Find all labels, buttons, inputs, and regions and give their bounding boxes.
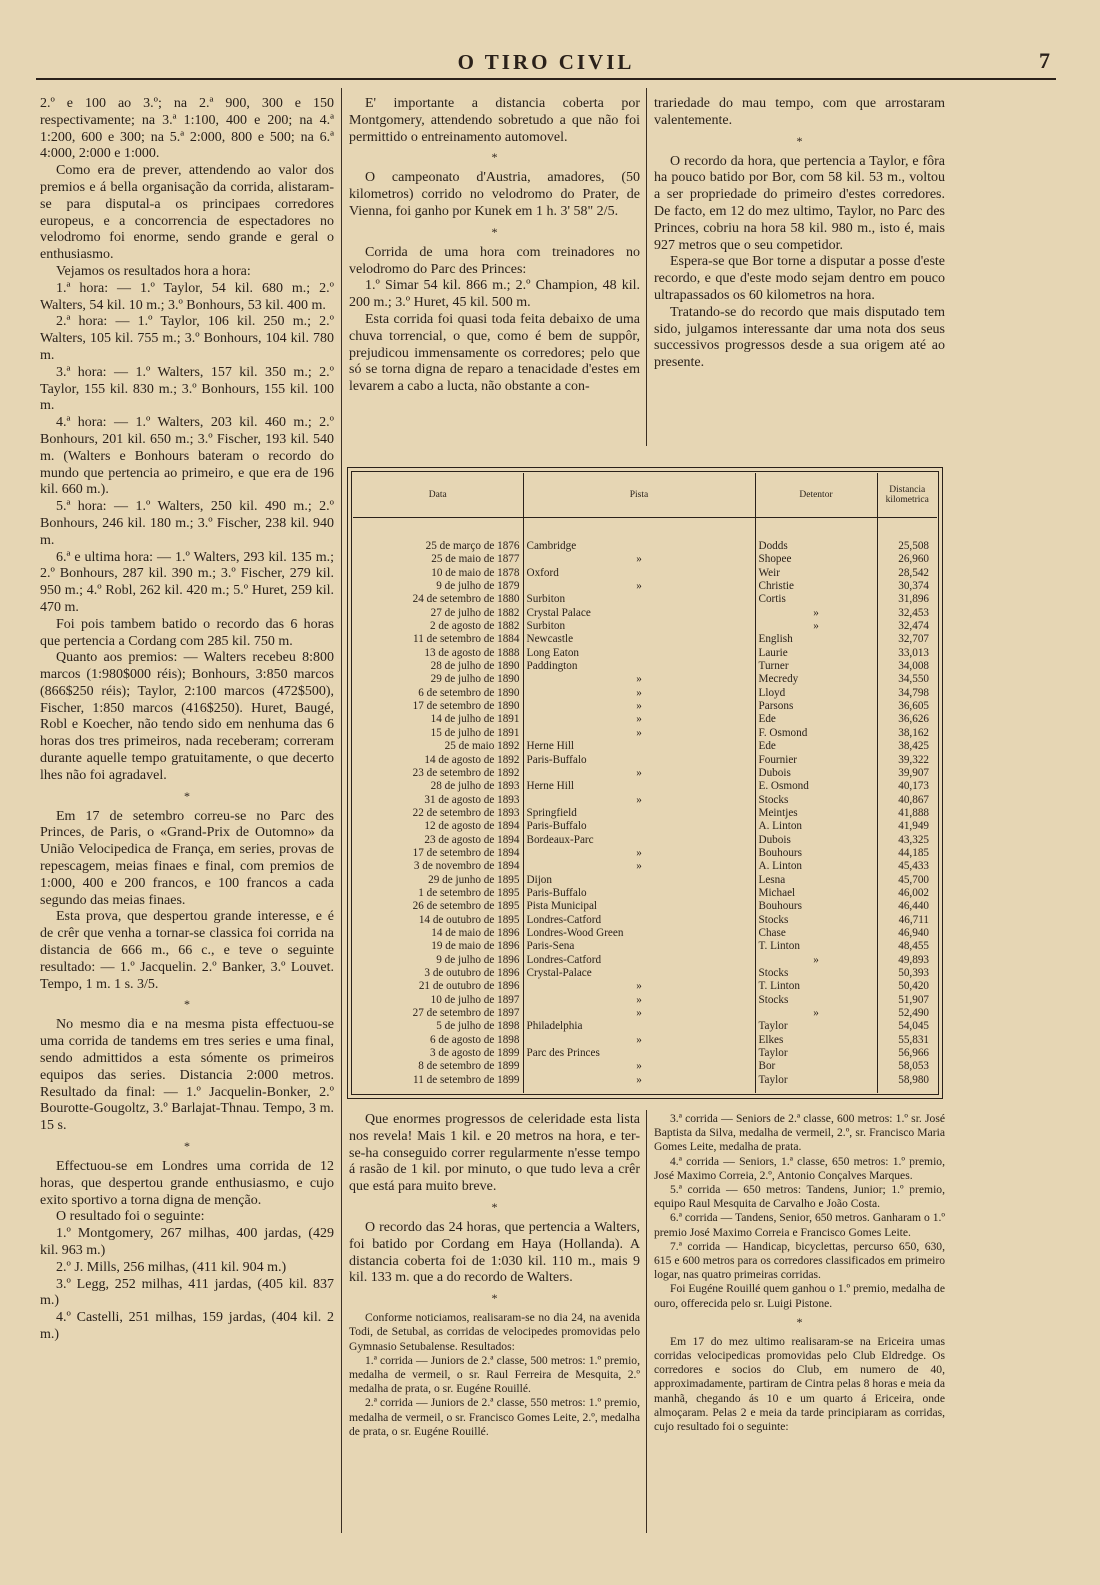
record-holder: Stocks — [755, 914, 877, 927]
paragraph: 4.º Castelli, 251 milhas, 159 jardas, (404 kil. 2 m.) — [40, 1310, 334, 1342]
record-track: Dijon — [523, 874, 755, 887]
table-row — [353, 820, 937, 833]
paragraph: 2.º J. Mills, 256 milhas, (411 kil. 904 m.) — [56, 1259, 287, 1275]
paragraph: 1.ª corrida — Juniors de 2.ª classe, 500 metros: 1.º premio, medalha de vermeil, o sr. Raul Ferreira de Mesquita, 2.º medalha de prata, o sr. Eugéne Rouillé. — [349, 1353, 640, 1396]
table-row — [353, 887, 937, 900]
record-distance: 46,002 — [898, 886, 929, 899]
table-row — [353, 940, 937, 953]
record-track: Parc des Princes — [523, 1047, 755, 1060]
record-distance: 34,798 — [898, 686, 929, 699]
record-distance: 38,162 — [898, 726, 929, 739]
paragraph: trariedade do mau tempo, com que arrostaram valentemente. — [654, 96, 945, 128]
page-number: 7 — [1039, 48, 1050, 73]
hour-record-table — [353, 473, 937, 1093]
record-date: 14 de maio de 1896 — [353, 927, 523, 940]
paragraph: 3.º Legg, 252 milhas, 411 jardas, (405 kil. 837 m.) — [40, 1276, 334, 1309]
record-holder: Stocks — [755, 994, 877, 1007]
table-filler-cell — [353, 1087, 523, 1093]
record-date: 6 de setembro de 1890 — [353, 687, 523, 700]
record-distance: 33,013 — [898, 646, 929, 659]
record-date: 11 de setembro de 1899 — [353, 1074, 523, 1087]
record-track: » — [523, 767, 755, 780]
paragraph: 7.ª corrida — Handicap, bicyclettas, percurso 650, 630, 615 e 600 metros para os corredores classificados em primeiro logar, nas quatro primeiras corridas. — [654, 1239, 945, 1282]
table-row — [353, 1074, 937, 1087]
section-separator: * — [796, 133, 803, 148]
record-distance: 40,173 — [898, 780, 929, 793]
record-track: Paris-Buffalo — [523, 820, 755, 833]
paragraph: 3.ª hora: — 1.º Walters, 157 kil. 350 m.; 2.º Taylor, 155 kil. 830 m.; 3.º Bonhours, 155 kil. 100 m. — [40, 364, 334, 414]
record-date: 10 de julho de 1897 — [353, 994, 523, 1007]
record-date: 5 de julho de 1898 — [353, 1020, 523, 1033]
record-distance: 51,907 — [898, 993, 929, 1006]
table-row — [353, 807, 937, 820]
record-distance: 32,453 — [898, 606, 929, 619]
record-track: Surbiton — [523, 593, 755, 606]
record-track: » — [523, 727, 755, 740]
record-distance: 36,605 — [898, 700, 929, 713]
record-distance: 46,440 — [898, 900, 929, 913]
record-date: 22 de setembro de 1893 — [353, 807, 523, 820]
record-holder: Meintjes — [755, 807, 877, 820]
section-separator: * — [491, 224, 498, 239]
table-row — [353, 633, 937, 646]
paragraph: E' importante a distancia coberta por Montgomery, attendendo sobretudo a que não foi permittido o entreinamento automovel. — [349, 96, 640, 145]
record-distance: 31,896 — [898, 593, 929, 606]
section-separator: * — [184, 788, 190, 803]
record-date: 26 de setembro de 1895 — [353, 900, 523, 913]
column-header-track: Pista — [523, 473, 755, 518]
record-date: 13 de agosto de 1888 — [353, 647, 523, 660]
record-holder: Bor — [755, 1060, 877, 1073]
record-distance: 39,907 — [898, 766, 929, 779]
table-row — [353, 954, 937, 967]
table-row — [353, 994, 937, 1007]
table-row — [353, 847, 937, 860]
paragraph: 6.ª e ultima hora: — 1.º Walters, 293 kil. 135 m.; 2.º Bonhours, 287 kil. 390 m.; 3.º Fischer, 279 kil. 950 m.; 4.º Robl, 262 kil. 420 m.; 5.º Huret, 259 kil. 470 m. — [40, 549, 334, 615]
record-distance: 40,867 — [898, 793, 929, 806]
record-track: » — [523, 980, 755, 993]
paragraph: 6.ª corrida — Tandens, Senior, 650 metros. Ganharam o 1.º premio José Maximo Correia e Francisco Gomes Leite. — [654, 1211, 945, 1239]
paragraph: Esta corrida foi quasi toda feita debaixo de uma chuva torrencial, o que, como é bem de suppôr, prejudicou immensamente os corredores; pelo que só se torna digna de reparo a tenacidade d'estes em levarem a cabo a lucta, não obstante a con- — [349, 311, 640, 395]
record-holder: » — [755, 1007, 877, 1020]
record-track: Paris-Buffalo — [523, 887, 755, 900]
paragraph: O resultado foi o seguinte: — [56, 1209, 205, 1225]
record-track: Long Eaton — [523, 647, 755, 660]
record-holder: » — [755, 620, 877, 633]
record-date: 23 de agosto de 1894 — [353, 834, 523, 847]
record-distance: 56,966 — [898, 1047, 929, 1060]
table-filler-cell — [523, 1087, 755, 1093]
table-row — [353, 740, 937, 753]
paragraph: 5.ª corrida — 650 metros: Tandens, Junior; 1.º premio, equipo Raul Mesquita de Carvalho e João Costa. — [654, 1183, 945, 1211]
paragraph: Foi pois tambem batido o recordo das 6 horas que pertencia a Cordang com 285 kil. 750 m. — [40, 616, 334, 649]
table-row — [353, 754, 937, 767]
record-distance: 26,960 — [898, 553, 929, 566]
record-track: Crystal-Palace — [523, 967, 755, 980]
paragraph: 3.ª corrida — Seniors de 2.ª classe, 600 metros: 1.º sr. José Baptista da Silva, medalha de vermeil, 2.º, sr. Francisco Maria Gomes Leite, medalha de prata. — [654, 1112, 945, 1154]
record-track: Paris-Buffalo — [523, 754, 755, 767]
record-distance: 41,888 — [898, 806, 929, 819]
record-holder: Chase — [755, 927, 877, 940]
record-date: 3 de novembro de 1894 — [353, 860, 523, 873]
record-date: 11 de setembro de 1884 — [353, 633, 523, 646]
paragraph: Effectuou-se em Londres uma corrida de 12 horas, que despertou grande enthusiasmo, e cujo exito sportivo a torna digna de menção. — [40, 1159, 334, 1208]
record-track: » — [523, 794, 755, 807]
record-date: 9 de julho de 1879 — [353, 580, 523, 593]
record-date: 1 de setembro de 1895 — [353, 887, 523, 900]
section-separator: * — [491, 1199, 498, 1214]
record-distance: 41,949 — [898, 820, 929, 833]
record-holder: Taylor — [755, 1020, 877, 1033]
record-distance: 43,325 — [898, 833, 929, 846]
record-track: Bordeaux-Parc — [523, 834, 755, 847]
record-track: » — [523, 700, 755, 713]
section-separator: * — [184, 997, 190, 1012]
table-body — [353, 518, 937, 1094]
table-row — [353, 1034, 937, 1047]
record-date: 25 de maio de 1877 — [353, 553, 523, 566]
record-date: 15 de julho de 1891 — [353, 727, 523, 740]
record-distance: 48,455 — [898, 940, 929, 953]
record-distance: 34,550 — [898, 673, 929, 686]
record-holder: Lloyd — [755, 687, 877, 700]
record-holder: Taylor — [755, 1047, 877, 1060]
record-distance: 50,420 — [898, 980, 929, 993]
table-row — [353, 767, 937, 780]
record-date: 21 de outubro de 1896 — [353, 980, 523, 993]
paragraph: O campeonato d'Austria, amadores, (50 kilometros) corrido no velodromo do Prater, de Vienna, foi ganho por Kunek em 1 h. 3' 58" 2/5. — [349, 170, 640, 219]
table-row — [353, 660, 937, 673]
record-distance: 36,626 — [898, 713, 929, 726]
record-distance: 46,940 — [898, 926, 929, 939]
record-track: Crystal Palace — [523, 607, 755, 620]
record-track: » — [523, 687, 755, 700]
table-filler-row — [353, 1087, 937, 1093]
column-rule — [646, 88, 647, 446]
record-date: 19 de maio de 1896 — [353, 940, 523, 953]
record-holder: Bouhours — [755, 900, 877, 913]
record-distance: 49,893 — [898, 953, 929, 966]
record-holder: T. Linton — [755, 940, 877, 953]
record-date: 28 de julho de 1890 — [353, 660, 523, 673]
record-holder: Dubois — [755, 834, 877, 847]
record-date: 10 de maio de 1878 — [353, 567, 523, 580]
record-holder: Michael — [755, 887, 877, 900]
table-row — [353, 620, 937, 633]
record-holder: A. Linton — [755, 820, 877, 833]
record-holder: Christie — [755, 580, 877, 593]
record-date: 28 de julho de 1893 — [353, 780, 523, 793]
record-track: Herne Hill — [523, 740, 755, 753]
record-track: » — [523, 553, 755, 566]
paragraph: 4.ª corrida — Seniors, 1.ª classe, 650 metros: 1.º premio, José Maximo Correia, 2.º, Antonio Conçalves Marques. — [654, 1154, 945, 1182]
record-date: 27 de julho de 1882 — [353, 607, 523, 620]
record-date: 8 de setembro de 1899 — [353, 1060, 523, 1073]
record-holder: Weir — [755, 567, 877, 580]
section-separator: * — [491, 1291, 498, 1306]
record-distance: 45,700 — [898, 873, 929, 886]
record-holder: E. Osmond — [755, 780, 877, 793]
record-track: » — [523, 1007, 755, 1020]
record-track: Paris-Sena — [523, 940, 755, 953]
table-row — [353, 914, 937, 927]
column-2-top — [349, 96, 640, 456]
record-date: 17 de setembro de 1890 — [353, 700, 523, 713]
section-separator: * — [491, 150, 498, 165]
record-holder: Lesna — [755, 874, 877, 887]
table-row — [353, 553, 937, 566]
record-track: Newcastle — [523, 633, 755, 646]
table-filler-cell — [755, 1087, 877, 1093]
table-row — [353, 647, 937, 660]
record-track: Londres-Catford — [523, 954, 755, 967]
record-track: » — [523, 673, 755, 686]
paragraph: 5.ª hora: — 1.º Walters, 250 kil. 490 m.; 2.º Bonhours, 246 kil. 180 m.; 3.º Fischer, 238 kil. 940 m. — [40, 499, 334, 548]
table-row — [353, 927, 937, 940]
record-distance: 25,508 — [898, 540, 929, 552]
paragraph: Espera-se que Bor torne a disputar a posse d'este recordo, e que d'este modo sejam dentro em pouco ultrapassados os 60 kilometros na hora. — [654, 254, 945, 303]
column-rule — [341, 88, 342, 1533]
record-holder: Shopee — [755, 553, 877, 566]
table-row — [353, 900, 937, 913]
record-holder: Laurie — [755, 647, 877, 660]
record-distance: 58,980 — [898, 1073, 929, 1086]
table-row — [353, 1007, 937, 1020]
table-row — [353, 980, 937, 993]
table-row — [353, 567, 937, 580]
record-date: 3 de agosto de 1899 — [353, 1047, 523, 1060]
record-track: » — [523, 847, 755, 860]
record-holder: » — [755, 607, 877, 620]
record-track: Cambridge — [523, 540, 755, 553]
table-filler-cell — [877, 1087, 937, 1093]
record-date: 25 de maio 1892 — [353, 740, 523, 753]
column-3-bottom — [654, 1112, 945, 1532]
record-holder: Parsons — [755, 700, 877, 713]
paragraph: Corrida de uma hora com treinadores no velodromo do Parc des Princes: — [349, 244, 640, 277]
paragraph: 2.ª corrida — Juniors de 2.ª classe, 550 metros: 1.º premio, medalha de vermeil, o sr. Francisco Gomes Leite, 2.º, medalha de prata, o sr. Eugéne Rouillé. — [349, 1396, 640, 1438]
column-header-date: Data — [353, 473, 523, 518]
record-distance: 54,045 — [898, 1020, 929, 1033]
record-holder: Dubois — [755, 767, 877, 780]
record-holder: T. Linton — [755, 980, 877, 993]
paragraph: Foi Eugéne Rouillé quem ganhou o 1.º premio, medalha de ouro, offerecida pelo sr. Luigi Pistone. — [654, 1282, 945, 1310]
table-row — [353, 1020, 937, 1033]
record-date: 14 de outubro de 1895 — [353, 914, 523, 927]
table-row — [353, 1047, 937, 1060]
table-row — [353, 607, 937, 620]
section-separator: * — [796, 1314, 803, 1329]
table-spacer-row — [353, 518, 937, 541]
table-row — [353, 700, 937, 713]
record-track: Herne Hill — [523, 780, 755, 793]
record-distance: 34,008 — [898, 660, 929, 673]
record-track: » — [523, 1060, 755, 1073]
table-row — [353, 540, 937, 553]
table-row — [353, 673, 937, 686]
record-track: Surbiton — [523, 620, 755, 633]
record-track: Pista Municipal — [523, 900, 755, 913]
record-track: Springfield — [523, 807, 755, 820]
record-track: » — [523, 580, 755, 593]
paragraph: 1.ª hora: — 1.º Taylor, 54 kil. 680 m.; 2.º Walters, 54 kil. 10 m.; 3.º Bonhours, 53 kil. 400 m. — [40, 280, 334, 313]
paragraph: Como era de prever, attendendo ao valor dos premios e á bella organisação da corrida, alistaram-se para disputal-a os principaes corredores europeus, e a concorrencia de espectadores no velodromo foi enorme, sendo grande e geral o enthusiasmo. — [40, 163, 334, 263]
column-1 — [40, 96, 334, 1536]
record-track: Londres-Catford — [523, 914, 755, 927]
paragraph: Em 17 do mez ultimo realisaram-se na Ericeira umas corridas velocipedicas promovidas pelo Club Eldredge. Os corredores e socios do Club, em numero de 40, approximadamente, partiram de Cintra pelas 8 horas e meia da manhã, chegando ás 10 e um quarto á Ericeira, onde almoçaram. Pelas 2 e meia da tarde principiaram as corridas, cujo resultado foi o seguinte: — [654, 1334, 945, 1434]
paragraph: O recordo da hora, que pertencia a Taylor, e fôra ha pouco batido por Bor, com 58 kil. 53 m., voltou a ser propriedade do primeiro d'estes corredores. De facto, em 12 do mez ultimo, Taylor, no Parc des Princes, cobriu na hora 58 kil. 980 m., isto é, mais 927 metros que o seu competidor. — [654, 153, 945, 253]
record-date: 31 de agosto de 1893 — [353, 794, 523, 807]
record-track: Londres-Wood Green — [523, 927, 755, 940]
record-holder: F. Osmond — [755, 727, 877, 740]
record-holder: Mecredy — [755, 673, 877, 686]
record-track: Paddington — [523, 660, 755, 673]
paragraph: 1.º Montgomery, 267 milhas, 400 jardas, (429 kil. 963 m.) — [40, 1226, 334, 1258]
record-distance: 39,322 — [898, 753, 929, 766]
paragraph: 2.ª hora: — 1.º Taylor, 106 kil. 250 m.; 2.º Walters, 105 kil. 755 m.; 3.º Bonhours, 104 kil. 780 m. — [40, 314, 334, 363]
record-distance: 45,433 — [898, 860, 929, 873]
record-distance: 32,474 — [898, 620, 929, 633]
paragraph: No mesmo dia e na mesma pista effectuou-se uma corrida de tandems em tres series e uma final, sendo admittidos a esta sómente os primeiros equipos das series. Distancia 2:000 metros. Resultado da final: — 1.º Jacquelin-Bonker, 2.º Bourotte-Gougoltz, 3.º Barlajat-Thnau. Tempo, 3 m. 15 s. — [40, 1017, 334, 1134]
paragraph: 2.º e 100 ao 3.º; na 2.ª 900, 300 e 150 respectivamente; na 3.ª 1:100, 400 e 200; na 4.ª 1:200, 600 e 300; na 5.ª 2:000, 800 e 500; na 6.ª 4:000, 2:000 e 1:000. — [40, 96, 334, 162]
paragraph: Esta prova, que despertou grande interesse, e é de crêr que venha a tornar-se classica foi corrida na distancia de 666 m., 66 c., e teve o seguinte resultado: — 1.º Jacquelin. 2.º Banker, 3.º Louvet. Tempo, 1 m. 1 s. 3/5. — [40, 909, 334, 992]
record-holder: Bouhours — [755, 847, 877, 860]
record-date: 3 de outubro de 1896 — [353, 967, 523, 980]
table-row — [353, 794, 937, 807]
record-distance: 50,393 — [898, 967, 929, 979]
record-date: 14 de agosto de 1892 — [353, 754, 523, 767]
paragraph: O recordo das 24 horas, que pertencia a Walters, foi batido por Cordang em Haya (Hollanda). A distancia coberta foi de 1:030 kil. 110 m., mais 9 kil. 133 m. que a do recordo de Walters. — [349, 1219, 640, 1286]
record-distance: 46,711 — [898, 913, 929, 926]
column-rule — [646, 1110, 647, 1533]
record-track: » — [523, 1074, 755, 1087]
table-row — [353, 834, 937, 847]
record-distance: 52,490 — [898, 1007, 929, 1020]
column-header-holder: Detentor — [755, 473, 877, 518]
running-title: O TIRO CIVIL — [457, 50, 635, 74]
record-date: 2 de agosto de 1882 — [353, 620, 523, 633]
record-holder: Dodds — [755, 540, 877, 553]
record-holder: Fournier — [755, 754, 877, 767]
record-date: 9 de julho de 1896 — [353, 954, 523, 967]
record-date: 23 de setembro de 1892 — [353, 767, 523, 780]
table-row — [353, 1060, 937, 1073]
paragraph: 1.º Simar 54 kil. 866 m.; 2.º Champion, 48 kil. 200 m.; 3.º Huret, 45 kil. 500 m. — [349, 278, 640, 311]
record-date: 24 de setembro de 1880 — [353, 593, 523, 606]
paragraph: Vejamos os resultados hora a hora: — [56, 263, 251, 279]
record-distance: 55,831 — [898, 1033, 929, 1046]
record-holder: A. Linton — [755, 860, 877, 873]
records-table-frame — [347, 467, 943, 1099]
record-date: 29 de junho de 1895 — [353, 874, 523, 887]
record-date: 25 de março de 1876 — [353, 540, 523, 553]
table-row — [353, 967, 937, 980]
record-distance: 28,542 — [898, 566, 929, 579]
table-row — [353, 687, 937, 700]
record-holder: Elkes — [755, 1034, 877, 1047]
record-holder: Cortis — [755, 593, 877, 606]
record-track: » — [523, 994, 755, 1007]
record-holder: English — [755, 633, 877, 646]
record-holder: Stocks — [755, 794, 877, 807]
table-row — [353, 780, 937, 793]
column-header-distance: Distancia kilometrica — [877, 473, 937, 518]
table-row — [353, 580, 937, 593]
page-header — [36, 44, 1056, 80]
record-date: 17 de setembro de 1894 — [353, 847, 523, 860]
paragraph: Tratando-se do recordo que mais disputado tem sido, julgamos interessante dar uma nota dos seus successivos progressos desde a sua origem até ao presente. — [654, 304, 945, 371]
table-row — [353, 874, 937, 887]
table-header-row — [353, 473, 937, 518]
record-distance: 32,707 — [898, 633, 929, 646]
record-track: » — [523, 713, 755, 726]
record-date: 27 de setembro de 1897 — [353, 1007, 523, 1020]
record-distance: 38,425 — [898, 740, 929, 753]
table-row — [353, 593, 937, 606]
record-track: » — [523, 860, 755, 873]
paragraph: 4.ª hora: — 1.º Walters, 203 kil. 460 m.; 2.º Bonhours, 201 kil. 650 m.; 3.º Fischer, 193 kil. 540 m. (Walters e Bonhours bateram o recordo do mundo que pertencia ao primeiro, e que era de 196 kil. 660 m.). — [40, 415, 334, 498]
paragraph: Que enormes progressos de celeridade esta lista nos revela! Mais 1 kil. e 20 metros na hora, e ter-se-ha conseguido correr regularmente n'esse tempo á rasão de 1 kil. por minuto, o que tudo leva a crêr que está para muito breve. — [349, 1112, 640, 1195]
table-row — [353, 727, 937, 740]
table-row — [353, 860, 937, 873]
record-holder: Ede — [755, 740, 877, 753]
paragraph: Em 17 de setembro correu-se no Parc des Princes, de Paris, o «Grand-Prix de Outomno» da União Velocipedica de França, em series, provas de repescagem, meias finaes e final, com premios de 1:000, 400 e 200 francos, e 100 francos a cada segundo das meias finaes. — [40, 808, 334, 908]
record-track: Philadelphia — [523, 1020, 755, 1033]
record-holder: Ede — [755, 713, 877, 726]
paragraph: Quanto aos premios: — Walters recebeu 8:800 marcos (1:980$000 réis); Bonhours, 3:850 marcos (866$250 réis); Taylor, 2:100 marcos (472$500), Fischer, 1:850 marcos (416$250). Huret, Baugé, Robl e Koecher, não tendo sido em nenhuma das 6 horas dos tres primeiros, nada receberam; correram durante aquelle tempo gratuitamente, o que decerto lhes não foi agradavel. — [40, 650, 334, 783]
record-holder: Taylor — [755, 1074, 877, 1087]
table-row — [353, 713, 937, 726]
record-distance: 30,374 — [898, 580, 929, 593]
record-track: » — [523, 1034, 755, 1047]
paragraph: Conforme noticiamos, realisaram-se no dia 24, na avenida Todi, de Setubal, as corridas de velocipedes promovidas pelo Gymnasio Setubalense. Resultados: — [349, 1311, 640, 1353]
record-holder: Turner — [755, 660, 877, 673]
column-2-bottom — [349, 1112, 640, 1532]
record-track: Oxford — [523, 567, 755, 580]
record-distance: 44,185 — [898, 846, 929, 859]
record-date: 29 de julho de 1890 — [353, 673, 523, 686]
section-separator: * — [184, 1139, 190, 1154]
record-distance: 58,053 — [898, 1060, 929, 1073]
record-date: 12 de agosto de 1894 — [353, 820, 523, 833]
record-holder: Stocks — [755, 967, 877, 980]
record-date: 6 de agosto de 1898 — [353, 1034, 523, 1047]
record-holder: » — [755, 954, 877, 967]
record-date: 14 de julho de 1891 — [353, 713, 523, 726]
column-3-top — [654, 96, 945, 456]
